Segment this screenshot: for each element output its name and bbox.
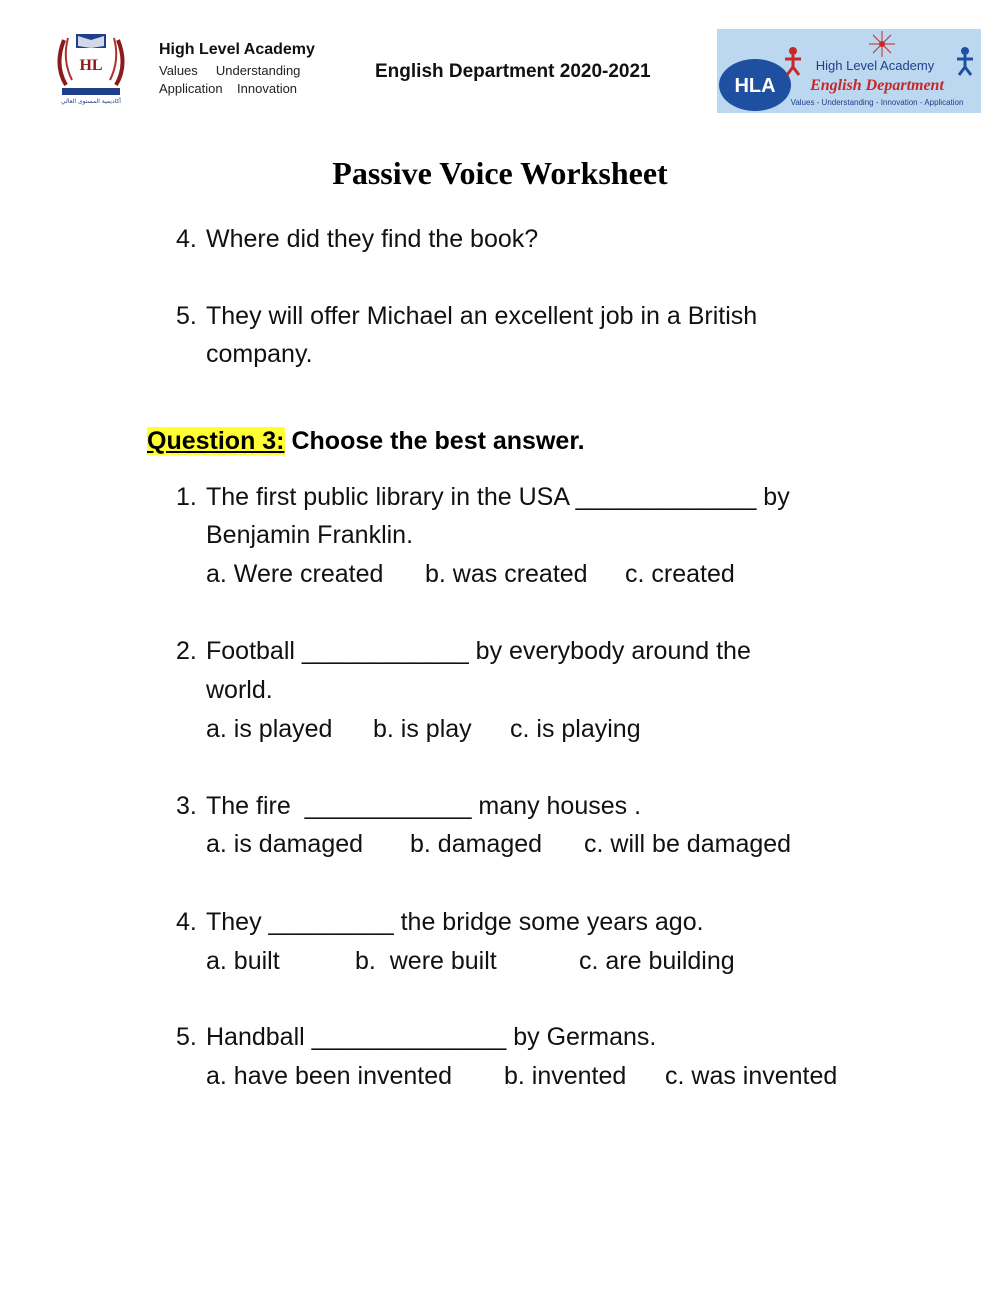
star-burst-icon	[869, 31, 895, 57]
q3-item-1-option-c: c. created	[625, 560, 735, 588]
prev-item-4-num: 4.	[176, 225, 197, 253]
prev-item-4-text: Where did they find the book?	[206, 225, 539, 253]
q3-item-1-num: 1.	[176, 483, 197, 511]
question-3-instruction: Choose the best answer.	[291, 427, 585, 455]
question-3-heading	[147, 427, 585, 456]
q3-item-1-line2: Benjamin Franklin.	[206, 521, 414, 549]
q3-item-3-option-a: a. is damaged	[206, 830, 364, 858]
q3-item-3-option-b: b. damaged	[410, 830, 543, 858]
prev-item-5-num: 5.	[176, 302, 197, 330]
hla-dept: English Department	[810, 77, 944, 94]
q3-item-2-line2: world.	[206, 676, 273, 704]
prev-item-5-text-line2: company.	[206, 340, 313, 368]
worksheet-title: Passive Voice Worksheet	[332, 155, 668, 191]
question-3-label: Question 3:	[147, 427, 285, 455]
figure-blue-icon	[957, 47, 973, 75]
left-logo-letters: HL	[79, 57, 103, 74]
academy-values-line1: Values Understanding	[159, 63, 301, 78]
q3-item-1-line1: The first public library in the USA _____________ by	[206, 483, 790, 511]
q3-item-2-option-b: b. is play	[373, 715, 472, 743]
left-logo-arabic: أكاديمية المستوى العالي	[61, 98, 121, 105]
q3-item-4-option-b: b. were built	[355, 947, 497, 975]
q3-item-4-option-c: c. are building	[579, 947, 735, 975]
hla-abbr: HLA	[734, 75, 776, 97]
academy-values-line2: Application Innovation	[159, 81, 298, 96]
q3-item-3-num: 3.	[176, 792, 197, 820]
hla-logo-right	[717, 29, 981, 113]
prev-item-5-text-line1: They will offer Michael an excellent job in a British	[206, 302, 758, 330]
q3-item-5-line1: Handball ______________ by Germans.	[206, 1023, 657, 1051]
q3-item-5-num: 5.	[176, 1023, 197, 1051]
academy-logo-left	[54, 30, 128, 106]
q3-item-5-option-a: a. have been invented	[206, 1062, 453, 1090]
q3-item-2-num: 2.	[176, 637, 197, 665]
hla-name: High Level Academy	[815, 58, 935, 73]
q3-item-5-option-b: b. invented	[504, 1062, 627, 1090]
hla-tagline: Values - Understanding - Innovation - Application	[790, 98, 964, 107]
q3-item-4-num: 4.	[176, 908, 197, 936]
q3-item-2-option-c: c. is playing	[510, 715, 641, 743]
figure-red-icon	[785, 47, 801, 75]
q3-item-5-option-c: c. was invented	[665, 1062, 838, 1090]
department-year: English Department 2020-2021	[375, 61, 651, 82]
q3-item-3-line1: The fire ____________ many houses .	[206, 792, 642, 820]
q3-item-4-option-a: a. built	[206, 947, 280, 975]
q3-item-2-option-a: a. is played	[206, 715, 333, 743]
q3-item-1-option-b: b. was created	[425, 560, 588, 588]
q3-item-4-line1: They _________ the bridge some years ago.	[206, 908, 704, 936]
q3-item-2-line1: Football ____________ by everybody around the	[206, 637, 751, 665]
academy-name: High Level Academy	[159, 41, 315, 58]
q3-item-3-option-c: c. will be damaged	[584, 830, 792, 858]
q3-item-1-option-a: a. Were created	[206, 560, 384, 588]
